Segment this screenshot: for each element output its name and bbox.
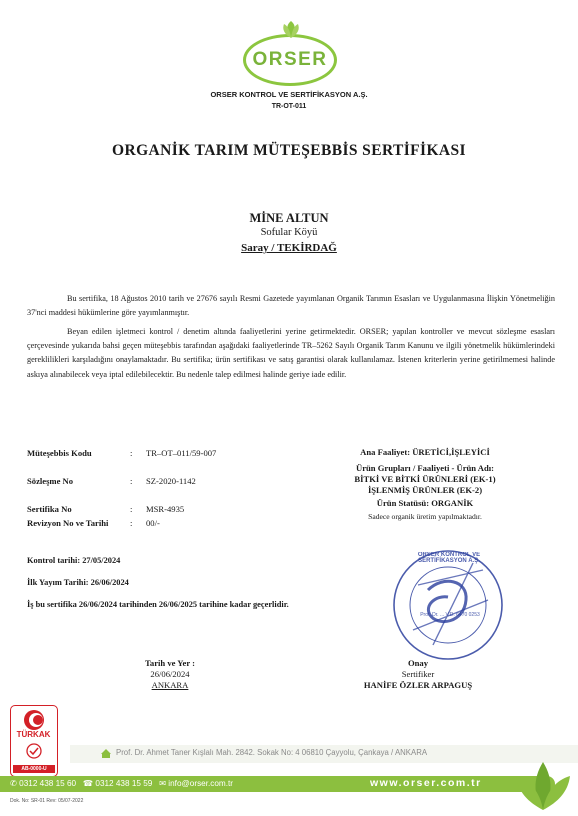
signer-name: HANİFE ÖZLER ARPAGUŞ (363, 680, 473, 690)
date-place-block (95, 658, 245, 691)
accreditation-brand: TÜRKAK (16, 730, 51, 739)
field-colon: : (130, 504, 133, 514)
product-group-2: İŞLENMİŞ ÜRÜNLER (EK-2) (367, 485, 483, 495)
accreditation-badge (10, 705, 58, 777)
field-row (27, 448, 327, 460)
validity-statement: İş bu sertifika 26/06/2024 tarihinden 26/06/2025 tarihine kadar geçerlidir. (27, 600, 289, 609)
company-code: TR-OT-011 (271, 103, 307, 110)
stamp-inner-label: Prof. Dr. ... V.D. 6470 0253 (420, 612, 480, 618)
issue-place: ANKARA (151, 680, 189, 690)
paragraph-conditions (27, 325, 555, 382)
field-label: Sözleşme No (27, 476, 74, 486)
field-value: MSR-4935 (146, 504, 185, 514)
certificate-title: ORGANİK TARIM MÜTEŞEBBİS SERTİFİKASI (112, 142, 466, 159)
main-activity: Ana Faaliyet: ÜRETİCİ,İŞLEYİCİ (360, 447, 490, 457)
document-number: Dok. No: SR-01 Rev: 05/07-2022 (10, 798, 84, 804)
paragraph-text: Bu sertifika, 18 Ağustos 2010 tarih ve 27676 sayılı Resmi Gazetede yayımlanan Organik Tarımın Esasları ve Uygulanmasına İlişkin Yönetmeliğin 37'nci maddesi hükümlerine göre yayımlanmıştır. (27, 294, 555, 318)
leaf-icon (281, 20, 301, 40)
control-date: Kontrol tarihi: 27/05/2024 (27, 556, 121, 565)
field-value: TR–OT–011/59-007 (146, 448, 217, 458)
field-row (27, 504, 327, 516)
address-text: Prof. Dr. Ahmet Taner Kışlalı Mah. 2842. Sokak No: 4 06810 Çayyolu, Çankaya / ANKARA (116, 748, 428, 757)
home-icon (100, 748, 112, 759)
stamp-inner-text (420, 612, 480, 618)
paragraph-legal-basis (27, 292, 555, 320)
field-value: SZ-2020-1142 (146, 476, 196, 486)
product-groups-heading: Ürün Grupları / Faaliyeti - Ürün Adı: (356, 463, 494, 473)
product-status: Ürün Statüsü: ORGANİK (376, 498, 474, 508)
fax-number[interactable]: 0312 438 15 59 (95, 779, 153, 788)
company-name: ORSER KONTROL VE SERTİFİKASYON A.Ş. (210, 90, 368, 99)
corner-leaf-icon (510, 752, 576, 812)
activity-block (300, 447, 550, 522)
approval-label: Onay (407, 658, 429, 668)
issue-date: 26/06/2024 (150, 669, 190, 679)
holder-city: Saray / TEKİRDAĞ (241, 242, 337, 254)
first-publish-date: İlk Yayım Tarihi: 26/06/2024 (27, 578, 129, 587)
field-row (27, 518, 327, 530)
field-label: Sertifika No (27, 504, 72, 514)
stamp-ring-label: ORSER KONTROL VE SERTİFİKASYON A.Ş. (417, 552, 481, 564)
date-place-label: Tarih ve Yer : (144, 658, 196, 668)
product-group-1: BİTKİ VE BİTKİ ÜRÜNLERİ (EK-1) (354, 474, 496, 484)
website-link[interactable]: www.orser.com.tr (370, 777, 482, 789)
accreditation-code: AB-0000-U (13, 765, 55, 773)
check-badge-icon (25, 742, 43, 760)
email-icon: ✉ (159, 779, 167, 788)
paragraph-text: Beyan edilen işletmeci kontrol / denetim altında faaliyetlerini yerine getirmektedir. ORSER; yapılan kontroller ve mevcut sözleşme esasları çerçevesinde yukarıda bahsi geçen müteşebbis tarafından aşağıdaki faaliyetlerinde TR–5262 Sayılı Organik Tarım Kanunu ve ilgili yönetmelik hükümlerindeki gereklilikleri karşıladığını onaylamaktadır. Bu sertifika; ürün sertifikası ve satış garantisi olarak kullanılamaz. İstenen kriterlerin yerine getirilmemesi halinde askıya alınabilecek veya iptal edilebilecektir. Bu nedenle talep edilmesi halinde geriye iade edilir. (27, 327, 555, 379)
approval-block (328, 658, 508, 691)
field-label: Müteşebbis Kodu (27, 448, 92, 458)
stamp-ring-text (404, 552, 494, 564)
orser-logo (243, 20, 337, 88)
field-colon: : (130, 448, 133, 458)
field-value: 00/- (146, 518, 160, 528)
field-colon: : (130, 518, 133, 528)
field-colon: : (130, 476, 133, 486)
field-label: Revizyon No ve Tarihi (27, 518, 109, 528)
signer-role: Sertifiker (401, 669, 435, 679)
fax-icon: ☎ (82, 779, 94, 788)
holder-name: MİNE ALTUN (249, 211, 329, 225)
field-row (27, 476, 327, 488)
email-link[interactable]: info@orser.com.tr (168, 779, 234, 788)
production-note: Sadece organik üretim yapılmaktadır. (368, 512, 482, 521)
holder-village: Sofular Köyü (260, 227, 318, 238)
logo-text: ORSER (252, 49, 328, 70)
phone-number[interactable]: 0312 438 15 60 (19, 779, 77, 788)
phone-icon: ✆ (10, 779, 17, 788)
contact-info (10, 778, 233, 788)
